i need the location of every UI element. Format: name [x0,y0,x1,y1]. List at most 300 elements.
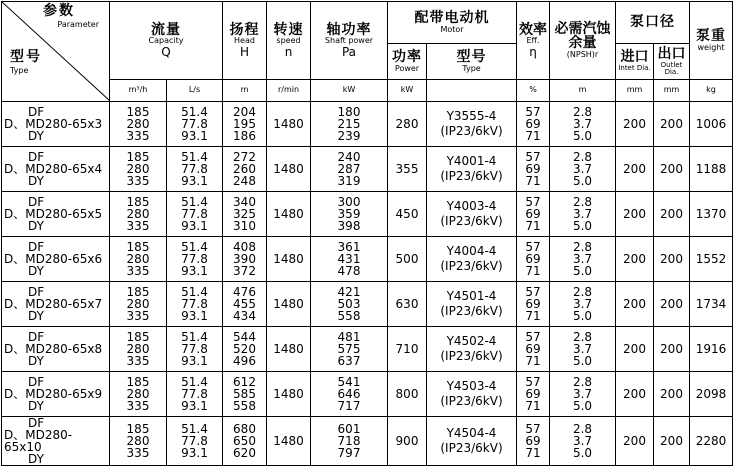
efficiency [517,327,550,372]
unit-eff: % [517,80,550,102]
efficiency-value: 69 [525,342,541,356]
efficiency [517,192,550,237]
model-prefix: DF [28,195,45,209]
head-header: 扬程 Head H [223,2,267,80]
shaft-power-value: 478 [337,264,361,278]
motor-spec: (IP23/6kV) [440,169,503,183]
capacity-m3h-value: 335 [126,399,150,413]
head [223,192,267,237]
head [223,147,267,192]
efficiency-value: 57 [525,375,541,389]
efficiency-value: 69 [525,117,541,131]
shaft-power [311,102,388,147]
head [223,237,267,282]
shaft-power-value: 431 [337,252,361,266]
capacity-m3h [110,102,167,147]
weight: 2098 [690,372,733,417]
efficiency-value: 71 [525,354,541,368]
outlet-dia: 200 [654,147,690,192]
npsh-value: 5.0 [572,354,593,368]
capacity-m3h-value: 280 [126,342,150,356]
shaft-power-value: 718 [337,434,361,448]
shaft-power-value: 797 [337,446,361,460]
model-cell [2,372,110,417]
capacity-m3h-value: 185 [126,422,150,436]
unit-npsh: m [550,80,616,102]
capacity-ls [167,192,223,237]
npsh-value: 3.7 [572,207,593,221]
npsh [550,372,616,417]
table-row [2,372,733,417]
shaft-power-value: 239 [337,129,361,143]
head-value: 204 [233,105,256,119]
capacity-ls-value: 93.1 [181,446,208,460]
table-row [2,417,733,466]
model-suffix: DY [28,174,44,188]
npsh-value: 2.8 [572,330,593,344]
capacity-ls-value: 93.1 [181,309,208,323]
speed: 1480 [267,327,311,372]
head-value: 325 [233,207,256,221]
head-value: 612 [233,375,256,389]
table-row [2,102,733,147]
param-label-zh: 参数 [43,3,75,19]
head-value: 195 [233,117,256,131]
shaft-power [311,237,388,282]
capacity-ls [167,147,223,192]
weight: 1006 [690,102,733,147]
head-value: 434 [233,309,256,323]
efficiency-value: 69 [525,207,541,221]
capacity-m3h [110,282,167,327]
npsh-value: 2.8 [572,375,593,389]
motor-spec: (IP23/6kV) [440,259,503,273]
capacity-m3h-value: 185 [126,195,150,209]
inlet-dia: 200 [616,417,654,466]
shaft-power-value: 398 [337,219,361,233]
head-value: 544 [233,330,256,344]
shaft-power-value: 300 [337,195,361,209]
weight: 1552 [690,237,733,282]
motor-model: Y4502-4 [446,334,497,348]
outlet-dia: 200 [654,282,690,327]
npsh [550,192,616,237]
capacity-ls-value: 93.1 [181,174,208,188]
model-prefix: DF [28,240,45,254]
capacity-ls-value: 77.8 [181,342,208,356]
shaft-power-value: 637 [337,354,361,368]
npsh-value: 5.0 [572,309,593,323]
capacity-ls-value: 93.1 [181,129,208,143]
motor-model: Y3555-4 [446,109,497,123]
inlet-dia: 200 [616,237,654,282]
param-type-header-cell [2,2,110,102]
capacity-ls-value: 77.8 [181,162,208,176]
type-label-zh: 型号 [10,49,42,65]
shaft-power-value: 361 [337,240,361,254]
capacity-m3h-value: 280 [126,252,150,266]
model-name: D、MD280-65x10 [4,428,73,454]
unit-motor-type [427,80,517,102]
motor-spec: (IP23/6kV) [440,394,503,408]
npsh-value: 3.7 [572,162,593,176]
weight-header: 泵重 weight [690,2,733,80]
efficiency-value: 71 [525,129,541,143]
unit-q2: L/s [167,80,223,102]
npsh [550,102,616,147]
capacity-m3h-value: 335 [126,354,150,368]
motor-power: 450 [388,192,427,237]
motor-model: Y4003-4 [446,199,497,213]
weight: 2280 [690,417,733,466]
motor-header: 配带电动机 Motor [388,2,517,44]
capacity-m3h [110,372,167,417]
head [223,372,267,417]
capacity-m3h [110,147,167,192]
head [223,327,267,372]
motor-model: Y4001-4 [446,154,497,168]
motor-power-header: 功率 Power [388,44,427,80]
model-suffix: DY [28,129,44,143]
unit-outlet: mm [654,80,690,102]
capacity-ls-value: 93.1 [181,219,208,233]
shaft-power-value: 717 [337,399,361,413]
efficiency [517,147,550,192]
inlet-dia: 200 [616,327,654,372]
npsh-value: 2.8 [572,105,593,119]
motor-power: 630 [388,282,427,327]
model-prefix: DF [28,105,45,119]
capacity-ls [167,417,223,466]
capacity-ls [167,327,223,372]
npsh-value: 3.7 [572,342,593,356]
capacity-m3h [110,327,167,372]
param-label-en: Parameter [57,20,99,29]
shaft-power-value: 558 [337,309,361,323]
unit-power: kW [388,80,427,102]
efficiency-value: 57 [525,422,541,436]
speed: 1480 [267,237,311,282]
capacity-m3h-value: 335 [126,129,150,143]
npsh-value: 5.0 [572,399,593,413]
shaft-power-value: 481 [337,330,361,344]
capacity-ls-value: 51.4 [181,240,208,254]
capacity-m3h-value: 280 [126,207,150,221]
unit-inlet: mm [616,80,654,102]
head-value: 272 [233,150,256,164]
model-name: D、MD280-65x9 [4,387,103,401]
motor-type [427,327,517,372]
head-value: 340 [233,195,256,209]
motor-power: 355 [388,147,427,192]
weight: 1370 [690,192,733,237]
efficiency-value: 69 [525,297,541,311]
efficiency-value: 57 [525,150,541,164]
capacity-m3h [110,417,167,466]
efficiency [517,237,550,282]
model-name: D、MD280-65x7 [4,297,103,311]
capacity-m3h-value: 280 [126,387,150,401]
speed: 1480 [267,417,311,466]
head-value: 558 [233,399,256,413]
efficiency [517,372,550,417]
head [223,417,267,466]
model-cell [2,327,110,372]
efficiency [517,282,550,327]
shaft-power-value: 541 [337,375,361,389]
inlet-dia: 200 [616,372,654,417]
table-row [2,237,733,282]
table-row [2,147,733,192]
capacity-m3h-value: 335 [126,174,150,188]
motor-power: 800 [388,372,427,417]
speed: 1480 [267,147,311,192]
capacity-ls-value: 51.4 [181,150,208,164]
capacity-ls-value: 51.4 [181,330,208,344]
capacity-m3h-value: 185 [126,150,150,164]
capacity-ls-value: 51.4 [181,195,208,209]
npsh [550,237,616,282]
capacity-m3h-value: 185 [126,375,150,389]
efficiency-value: 57 [525,285,541,299]
efficiency-value: 69 [525,387,541,401]
capacity-ls-value: 93.1 [181,354,208,368]
capacity-ls-value: 51.4 [181,375,208,389]
npsh-value: 2.8 [572,422,593,436]
table-row [2,282,733,327]
shaft-power-header: 轴功率 Shaft power Pa [311,2,388,80]
npsh-value: 2.8 [572,285,593,299]
shaft-power [311,192,388,237]
motor-power: 500 [388,237,427,282]
motor-type-header: 型号 Type [427,44,517,80]
capacity-ls-value: 93.1 [181,399,208,413]
inlet-dia: 200 [616,102,654,147]
motor-type [427,147,517,192]
model-cell [2,192,110,237]
model-suffix: DY [28,219,44,233]
shaft-power-value: 575 [337,342,361,356]
capacity-ls-value: 77.8 [181,297,208,311]
head [223,282,267,327]
outlet-dia: 200 [654,237,690,282]
motor-model: Y4501-4 [446,289,497,303]
motor-model: Y4503-4 [446,379,497,393]
capacity-m3h-value: 280 [126,117,150,131]
motor-spec: (IP23/6kV) [440,349,503,363]
npsh [550,417,616,466]
type-label-en: Type [10,66,29,75]
npsh-value: 5.0 [572,174,593,188]
shaft-power-value: 215 [337,117,361,131]
capacity-ls [167,237,223,282]
efficiency-value: 71 [525,446,541,460]
motor-spec: (IP23/6kV) [440,441,503,455]
npsh-value: 5.0 [572,219,593,233]
model-suffix: DY [28,309,44,323]
head-value: 186 [233,129,256,143]
motor-model: Y4504-4 [446,426,497,440]
shaft-power [311,417,388,466]
head-value: 496 [233,354,256,368]
capacity-ls-value: 51.4 [181,105,208,119]
model-prefix: DF [28,330,45,344]
efficiency-value: 71 [525,309,541,323]
speed: 1480 [267,102,311,147]
model-suffix: DY [28,452,44,466]
shaft-power [311,327,388,372]
model-cell [2,417,110,466]
shaft-power-value: 240 [337,150,361,164]
capacity-m3h-value: 335 [126,446,150,460]
model-prefix: DF [28,150,45,164]
motor-model: Y4004-4 [446,244,497,258]
npsh-value: 3.7 [572,387,593,401]
npsh-value: 5.0 [572,264,593,278]
motor-power: 900 [388,417,427,466]
npsh-value: 3.7 [572,117,593,131]
capacity-header: 流量 Capacity Q [110,2,223,80]
capacity-m3h-value: 185 [126,240,150,254]
npsh [550,282,616,327]
capacity-m3h-value: 280 [126,434,150,448]
head-value: 520 [233,342,256,356]
model-name: D、MD280-65x3 [4,117,103,131]
efficiency-value: 69 [525,434,541,448]
motor-type [427,102,517,147]
port-header: 泵口径 [616,2,690,44]
npsh-value: 3.7 [572,297,593,311]
head-value: 680 [233,422,256,436]
head-value: 585 [233,387,256,401]
capacity-ls [167,372,223,417]
head-value: 476 [233,285,256,299]
model-cell [2,102,110,147]
outlet-dia: 200 [654,102,690,147]
speed: 1480 [267,192,311,237]
efficiency-value: 57 [525,105,541,119]
efficiency-value: 57 [525,240,541,254]
shaft-power-value: 421 [337,285,361,299]
speed: 1480 [267,282,311,327]
efficiency-value: 69 [525,252,541,266]
efficiency-value: 71 [525,264,541,278]
table-row [2,192,733,237]
head-value: 248 [233,174,256,188]
shaft-power [311,282,388,327]
motor-power: 280 [388,102,427,147]
npsh-value: 3.7 [572,434,593,448]
head-value: 620 [233,446,256,460]
capacity-ls-value: 93.1 [181,264,208,278]
motor-type [427,372,517,417]
efficiency-value: 71 [525,174,541,188]
weight: 1916 [690,327,733,372]
npsh-value: 5.0 [572,129,593,143]
efficiency-value: 57 [525,330,541,344]
model-name: D、MD280-65x6 [4,252,103,266]
npsh-value: 2.8 [572,240,593,254]
outlet-header: 出口 Outlet Dia. [654,44,690,80]
capacity-ls-value: 77.8 [181,387,208,401]
capacity-ls [167,102,223,147]
pump-spec-table [1,1,733,466]
outlet-dia: 200 [654,192,690,237]
inlet-dia: 200 [616,192,654,237]
motor-type [427,417,517,466]
head-value: 408 [233,240,256,254]
efficiency-value: 71 [525,219,541,233]
capacity-ls [167,282,223,327]
head-value: 390 [233,252,256,266]
model-name: D、MD280-65x5 [4,207,103,221]
inlet-dia: 200 [616,282,654,327]
model-prefix: DF [28,285,45,299]
model-prefix: DF [28,416,45,430]
head [223,102,267,147]
head-value: 310 [233,219,256,233]
unit-n: r/min [267,80,311,102]
motor-type [427,237,517,282]
capacity-ls-value: 77.8 [181,207,208,221]
capacity-ls-value: 77.8 [181,252,208,266]
model-cell [2,282,110,327]
unit-weight: kg [690,80,733,102]
head-value: 260 [233,162,256,176]
model-suffix: DY [28,399,44,413]
model-suffix: DY [28,264,44,278]
model-cell [2,147,110,192]
unit-q1: m³/h [110,80,167,102]
speed: 1480 [267,372,311,417]
efficiency-header: 效率 Eff. η [517,2,550,80]
npsh-value: 2.8 [572,150,593,164]
capacity-m3h-value: 335 [126,309,150,323]
capacity-ls-value: 51.4 [181,285,208,299]
capacity-m3h-value: 335 [126,219,150,233]
capacity-ls-value: 51.4 [181,422,208,436]
npsh-value: 3.7 [572,252,593,266]
speed-header: 转速 speed n [267,2,311,80]
efficiency-value: 57 [525,195,541,209]
inlet-header: 进口 Intet Dia. [616,44,654,80]
model-prefix: DF [28,375,45,389]
table-row [2,327,733,372]
npsh [550,327,616,372]
outlet-dia: 200 [654,372,690,417]
shaft-power-value: 287 [337,162,361,176]
npsh [550,147,616,192]
shaft-power-value: 646 [337,387,361,401]
shaft-power-value: 503 [337,297,361,311]
shaft-power [311,147,388,192]
capacity-m3h [110,237,167,282]
npsh-value: 2.8 [572,195,593,209]
unit-h: m [223,80,267,102]
outlet-dia: 200 [654,417,690,466]
weight: 1188 [690,147,733,192]
shaft-power-value: 601 [337,422,361,436]
capacity-m3h-value: 280 [126,297,150,311]
head-value: 455 [233,297,256,311]
weight: 1734 [690,282,733,327]
model-suffix: DY [28,354,44,368]
efficiency-value: 71 [525,399,541,413]
motor-spec: (IP23/6kV) [440,124,503,138]
capacity-ls-value: 77.8 [181,434,208,448]
efficiency [517,102,550,147]
shaft-power-value: 319 [337,174,361,188]
